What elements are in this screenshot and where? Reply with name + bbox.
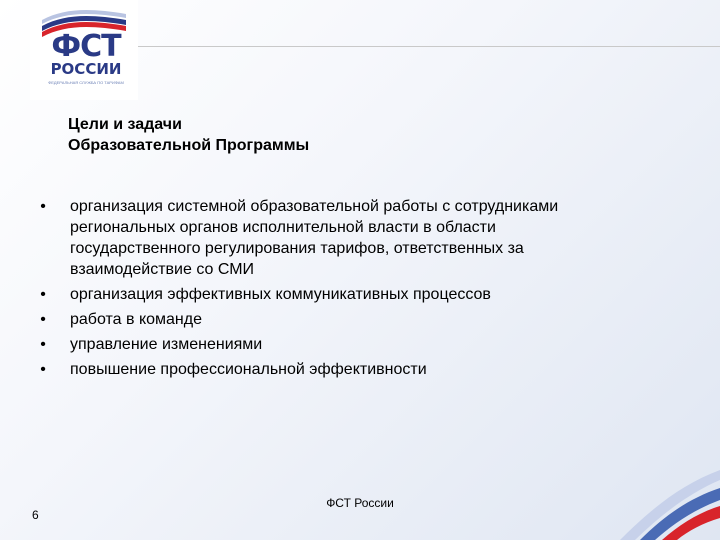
logo-tagline: ФЕДЕРАЛЬНАЯ СЛУЖБА ПО ТАРИФАМ bbox=[48, 80, 124, 85]
bullet-line: работа в команде bbox=[70, 311, 202, 328]
bullet-item bbox=[38, 284, 638, 305]
logo-sub-text: РОССИИ bbox=[50, 60, 122, 78]
bullet-dot: • bbox=[40, 198, 46, 215]
bullet-line: государственного регулирования тарифов, ответственных за bbox=[70, 240, 524, 257]
header-divider bbox=[138, 46, 720, 47]
bullet-dot: • bbox=[40, 361, 46, 378]
footer-text: ФСТ России bbox=[326, 496, 394, 510]
bullet-line: региональных органов исполнительной власти в области bbox=[70, 219, 496, 236]
slide-title bbox=[68, 114, 488, 156]
bullet-list bbox=[38, 196, 638, 384]
bullet-item bbox=[38, 196, 638, 280]
bullet-dot: • bbox=[40, 336, 46, 353]
flag-swoosh-icon bbox=[580, 430, 720, 540]
bullet-line: управление изменениями bbox=[70, 336, 263, 353]
bullet-item bbox=[38, 359, 638, 380]
logo bbox=[30, 0, 138, 100]
title-line: Образовательной Программы bbox=[68, 137, 310, 154]
bullet-line: повышение профессиональной эффективности bbox=[70, 361, 427, 378]
bullet-line: организация системной образовательной работы с сотрудниками bbox=[70, 198, 559, 215]
bullet-item bbox=[38, 309, 638, 330]
bullet-line: взаимодействие со СМИ bbox=[70, 261, 255, 278]
bullet-dot: • bbox=[40, 311, 46, 328]
title-line: Цели и задачи bbox=[68, 116, 182, 133]
page-number: 6 bbox=[32, 508, 39, 522]
bullet-item bbox=[38, 334, 638, 355]
bullet-line: организация эффективных коммуникативных процессов bbox=[70, 286, 491, 303]
logo-main-text: ФСТ bbox=[51, 29, 121, 64]
bullet-dot: • bbox=[40, 286, 46, 303]
